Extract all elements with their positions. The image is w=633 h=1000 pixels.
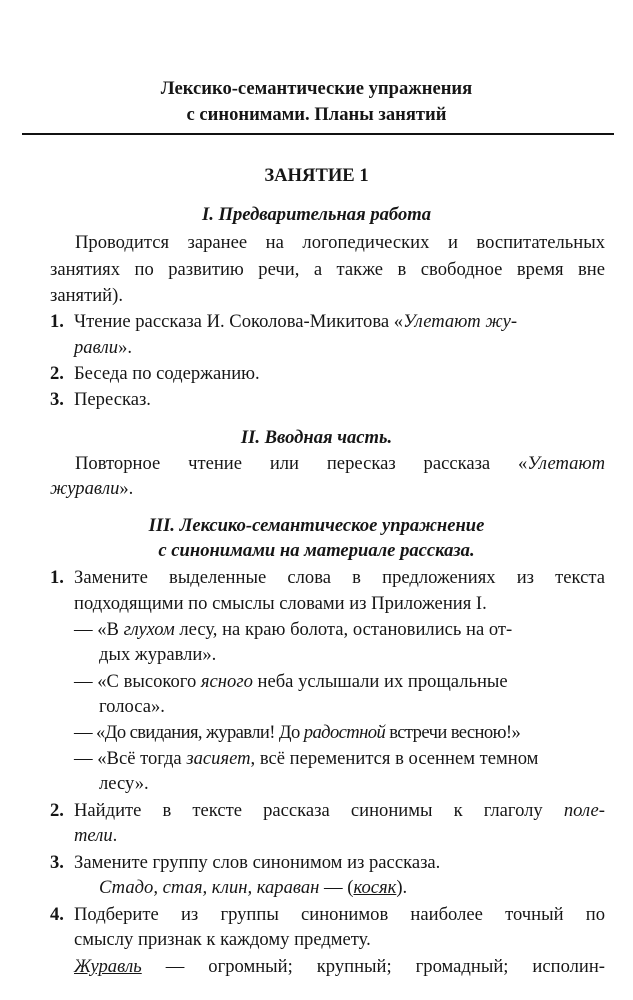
section1-paragraph-line2: занятиях по развитию речи, а также в свободное время вне: [50, 259, 605, 280]
exercise1-quote4: — «Всё тогда засияет, всё переменится в осеннем темном: [74, 748, 539, 769]
section1-item3: 3. Пересказ.: [50, 389, 151, 410]
exercise1-line1: 1. Замените выделенные слова в предложениях из текста: [50, 567, 605, 588]
exercise1-quote4-cont: лесу».: [99, 773, 149, 794]
section2-title: II. Вводная часть.: [240, 427, 393, 448]
section1-item1: 1. Чтение рассказа И. Соколова-Микитова «Улетают жу-: [50, 311, 518, 332]
section1-paragraph-line3: занятий).: [50, 285, 123, 306]
chapter-heading-line1: Лексико-семантические упражнения: [160, 78, 473, 99]
section3-title-line1: III. Лексико-семантическое упражнение: [148, 515, 485, 536]
exercise2-line1: 2. Найдите в тексте рассказа синонимы к глаголу поле-: [50, 800, 605, 821]
exercise1-quote2-cont: голоса».: [99, 696, 165, 717]
answer-word: косяк: [353, 877, 397, 898]
lesson-title: ЗАНЯТИЕ 1: [264, 165, 369, 186]
exercise1-quote1: — «В глухом лесу, на краю болота, остановились на от-: [74, 619, 513, 640]
section1-paragraph-line1: Проводится заранее на логопедических и воспитательных: [75, 232, 605, 253]
exercise3-line1: 3. Замените группу слов синонимом из рассказа.: [50, 852, 441, 873]
exercise4-line1: 4. Подберите из группы синонимов наиболее точный по: [50, 904, 605, 925]
exercise1-line2: подходящими по смыслы словами из Приложения I.: [74, 593, 487, 614]
exercise4-line3: Журавль — огромный; крупный; громадный; исполин-: [74, 956, 605, 977]
exercise1-quote3: — «До свидания, журавли! До радостной встречи весною!»: [74, 722, 521, 743]
section2-paragraph-line2: журавли».: [50, 478, 134, 499]
exercise1-quote2: — «С высокого ясного неба услышали их прощальные: [74, 671, 508, 692]
item-number: 1.: [50, 311, 64, 332]
section3-title-line2: с синонимами на материале рассказа.: [158, 540, 475, 561]
exercise3-line2: Стадо, стая, клин, караван — (косяк).: [99, 877, 408, 898]
exercise2-line2: тели.: [74, 825, 118, 846]
section1-item1-cont: равли».: [74, 337, 133, 358]
section1-title: I. Предварительная работа: [202, 204, 431, 225]
exercise4-line2: смыслу признак к каждому предмету.: [74, 929, 371, 950]
keyword-underlined: Журавль: [74, 956, 142, 977]
chapter-heading-line2: с синонимами. Планы занятий: [186, 104, 447, 125]
section2-paragraph-line1: Повторное чтение или пересказ рассказа «Улетают: [75, 453, 605, 474]
section1-item2: 2. Беседа по содержанию.: [50, 363, 260, 384]
heading-divider: [22, 133, 614, 135]
exercise1-quote1-cont: дых журавли».: [99, 644, 217, 665]
